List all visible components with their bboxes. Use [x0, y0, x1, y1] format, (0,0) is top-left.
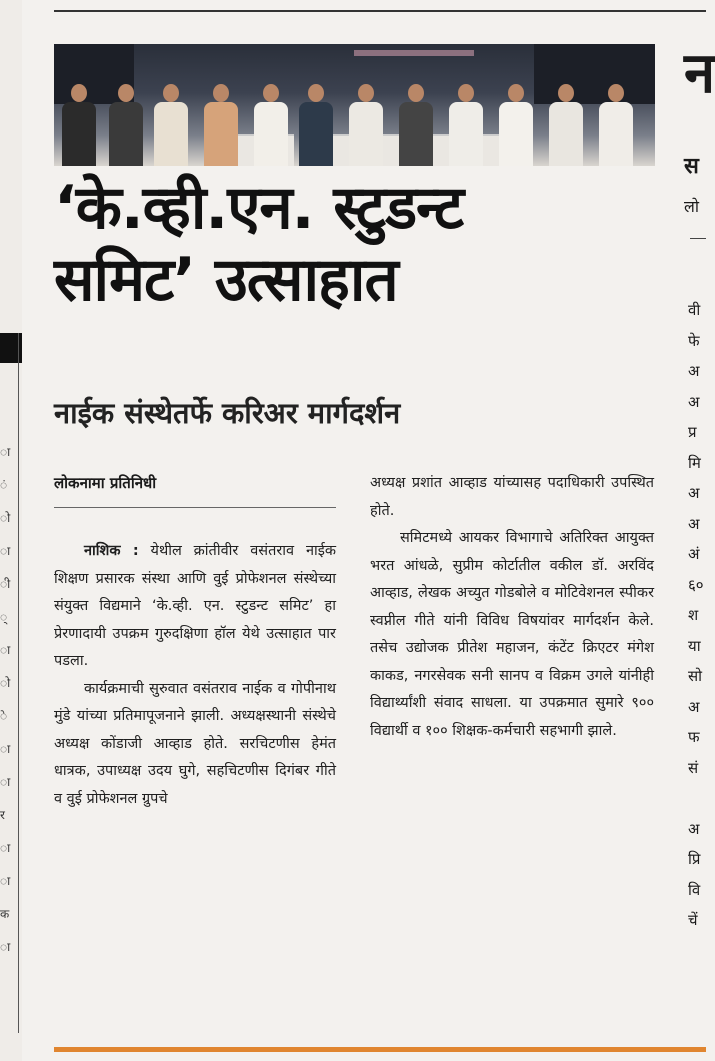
adjacent-right-line: प्रि: [688, 850, 701, 868]
adjacent-left-line: ी: [0, 577, 11, 591]
adjacent-left-rule: [18, 333, 19, 1033]
photo-person: [254, 66, 288, 166]
paragraph-1-text: येथील क्रांतीवीर वसंतराव नाईक शिक्षण प्रसारक संस्था आणि वुई प्रोफेशनल संस्थेच्या संयुक्त विद्यमाने ‘के.व्ही. एन. स्टुडन्ट समिट’ हा प्रेरणादायी उपक्रम गुरुदक्षिणा हॉल येथे उत्साहात पार पडला.: [54, 543, 337, 669]
adjacent-right-article: [672, 0, 715, 1040]
top-rule: [54, 10, 706, 12]
adjacent-right-line: अ: [688, 392, 700, 411]
adjacent-right-line: अ: [688, 819, 700, 838]
adjacent-left-line: क: [0, 907, 10, 921]
adjacent-subhead-fragment: स: [684, 154, 699, 179]
byline-rule: [54, 507, 336, 508]
photo-person: [599, 66, 633, 166]
adjacent-left-line: ा: [0, 445, 11, 459]
adjacent-left-line: ो: [0, 676, 11, 690]
paragraph-2: कार्यक्रमाची सुरुवात वसंतराव नाईक व गोपीनाथ मुंडे यांच्या प्रतिमापूजनाने झाली. अध्यक्षस्थानी संस्थेचे अध्यक्ष कोंडाजी आव्हाड होते. सरचिटणीस हेमंत धात्रक, उपाध्यक्ष उदय घुगे, सहचिटणीस दिगंबर गीते व वुई प्रोफेशनल ग्रुपचे: [54, 680, 336, 807]
adjacent-left-column: [0, 0, 22, 1061]
paragraph-3: अध्यक्ष प्रशांत आव्हाड यांच्यासह पदाधिकारी उपस्थित होते.: [370, 475, 654, 519]
subheadline: नाईक संस्थेतर्फे करिअर मार्गदर्शन: [54, 396, 401, 430]
adjacent-left-line: ा: [0, 544, 11, 558]
adjacent-left-line: ्: [0, 610, 8, 624]
adjacent-right-line: या: [688, 636, 701, 655]
byline: लोकनामा प्रतिनिधी: [54, 474, 157, 492]
adjacent-right-line: श: [688, 606, 699, 624]
adjacent-right-line: वि: [688, 880, 701, 899]
adjacent-left-line: ं: [0, 478, 8, 492]
adjacent-right-line: अं: [688, 545, 700, 563]
adjacent-right-line: सं: [688, 758, 699, 777]
adjacent-right-line: ६०: [688, 575, 704, 594]
paragraph-1: [54, 538, 336, 676]
dateline: नाशिक :: [84, 543, 139, 559]
photo-person: [349, 66, 383, 166]
photo-person: [154, 66, 188, 166]
adjacent-headline-fragment: न: [684, 41, 715, 106]
adjacent-left-line: ा: [0, 643, 11, 657]
photo-person: [549, 66, 583, 166]
adjacent-byline-fragment: लो: [684, 197, 699, 216]
photo-person: [299, 66, 333, 166]
event-photo: [54, 44, 655, 166]
article-column-1: [54, 538, 336, 813]
adjacent-right-line: मि: [688, 453, 701, 472]
headline-line-2: समिट’ उत्साहात: [54, 245, 398, 315]
adjacent-left-line: ा: [0, 874, 11, 888]
bottom-accent-rule: [54, 1047, 706, 1052]
photo-person: [62, 66, 96, 166]
photo-person: [399, 66, 433, 166]
headline: [54, 172, 664, 316]
adjacent-right-line: चें: [688, 911, 698, 929]
adjacent-left-line: ा: [0, 775, 11, 789]
adjacent-right-line: अ: [688, 514, 700, 533]
paragraph-4: समिटमध्ये आयकर विभागाचे अतिरिक्त आयुक्त भरत आंधळे, सुप्रीम कोर्टातील वकील डॉ. अरविंद आव्हाड, लेखक अच्युत गोडबोले व मोटिवेशनल स्पीकर स्वप्नील गीते यांनी विविध विषयांवर मार्गदर्शन केले. तसेच उद्योजक प्रीतेश महाजन, कंटेंट क्रिएटर मंगेश काकड, नगरसेवक सनी सानप व विक्रम उगले यांनीही विद्यार्थ्यांशी संवाद साधला. या उपक्रमात सुमारे ९०० विद्यार्थी व १०० शिक्षक-कर्मचारी सहभागी झाले.: [370, 530, 654, 739]
adjacent-left-line: र: [0, 808, 5, 822]
adjacent-right-line: अ: [688, 362, 700, 380]
adjacent-rule: [690, 238, 706, 239]
adjacent-right-line: अ: [688, 697, 700, 716]
adjacent-left-line: ा: [0, 841, 11, 855]
photo-person: [449, 66, 483, 166]
adjacent-right-line: वी: [688, 301, 701, 319]
adjacent-right-line: अ: [688, 484, 700, 502]
adjacent-right-line: सो: [688, 667, 703, 685]
article-column-2: [370, 470, 654, 745]
adjacent-left-line: ा: [0, 742, 11, 756]
adjacent-left-line: ो: [0, 511, 11, 525]
photo-person: [204, 66, 238, 166]
headline-line-1: ‘के.व्ही.एन. स्टुडन्ट: [54, 173, 464, 243]
adjacent-right-line: फे: [688, 331, 700, 350]
photo-person: [499, 66, 533, 166]
adjacent-right-line: फ: [688, 728, 700, 746]
photo-person: [109, 66, 143, 166]
adjacent-left-line: े: [0, 709, 8, 723]
adjacent-left-line: ा: [0, 940, 11, 954]
adjacent-right-line: प्र: [688, 423, 697, 441]
